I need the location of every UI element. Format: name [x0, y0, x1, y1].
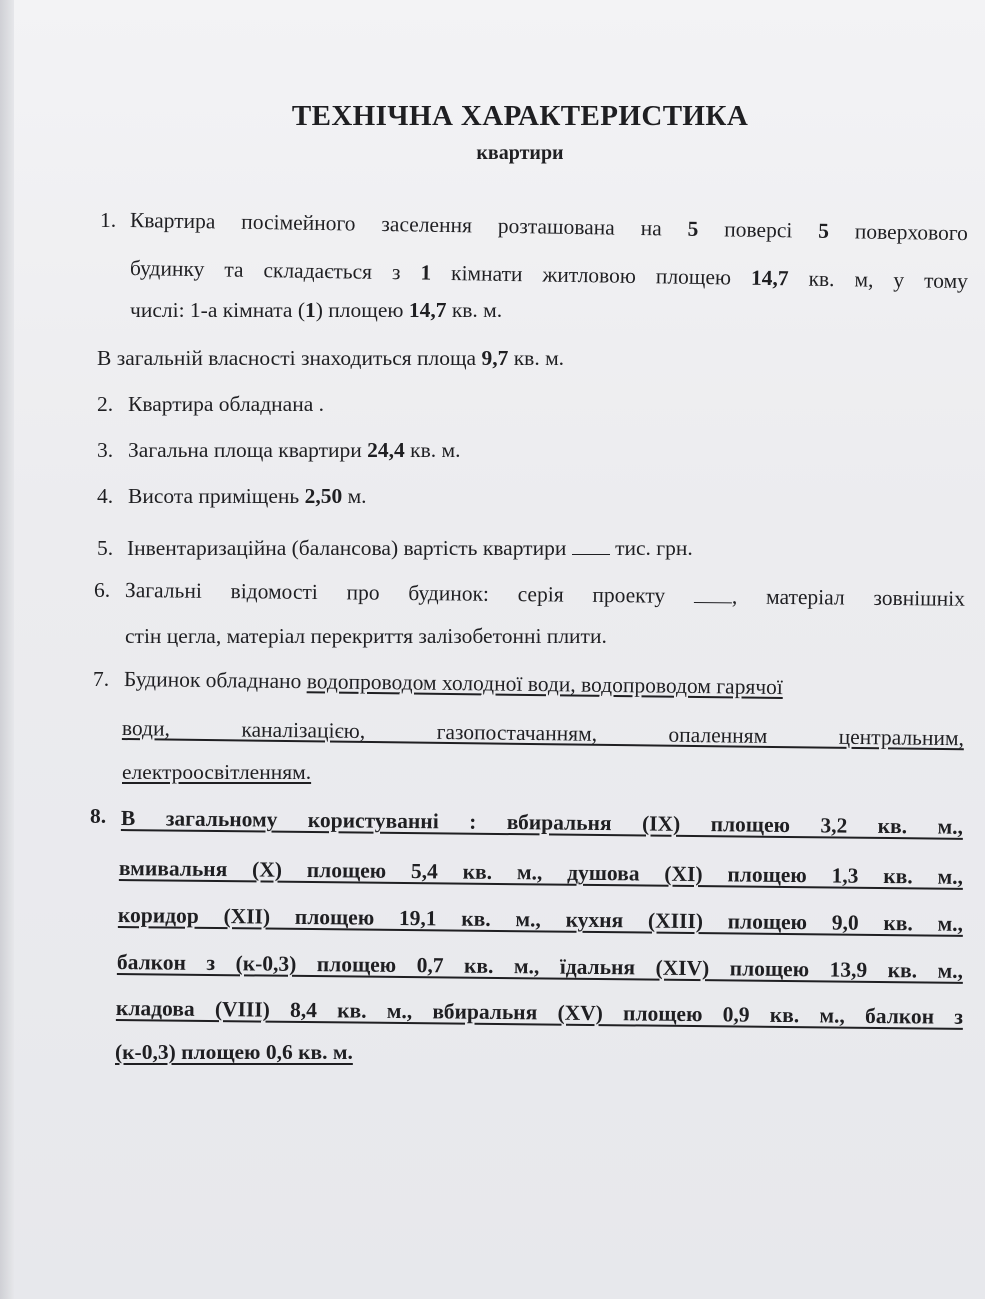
item-1-text-e: кімнати житловою площею [430, 260, 752, 290]
document-subtitle: квартири [476, 142, 564, 164]
item-1-floors-total: 5 [818, 218, 830, 243]
item-8-line-4: балкон з (к-0,3) площею 0,7 кв. м., їдальня (ХІV) площею 13,9 кв. м., [116, 950, 964, 983]
item-3-suffix: кв. м. [404, 438, 461, 462]
item-8-line-5: кладова (VІІІ) 8,4 кв. м., вбиральня (ХV) площею 0,9 кв. м., балкон з [115, 996, 964, 1029]
item-1-rooms: 1 [420, 260, 432, 285]
item-1-text-h: ) площею [315, 298, 409, 322]
item-4-prefix: Висота приміщень [128, 484, 305, 508]
item-3-number: 3. [97, 438, 114, 462]
item-1-text-b: поверсі [698, 216, 819, 243]
item-1-text-f: кв. м, у тому [788, 266, 969, 294]
item-6-text-b: , матеріал зовнішніх [731, 584, 966, 611]
item-8-number: 8. [90, 804, 107, 828]
item-6-line-2: стін цегла, матеріал перекриття залізобетонні плити. [125, 624, 607, 648]
item-8-line-3: коридор (ХІІ) площею 19,1 кв. м., кухня (ХІІІ) площею 9,0 кв. м., [117, 903, 964, 936]
item-5-line [127, 536, 693, 561]
item-6-blank [694, 584, 732, 603]
item-1-line-3 [130, 298, 502, 323]
item-1-room-number: 1 [305, 298, 316, 322]
item-4-number: 4. [97, 484, 114, 508]
item-6-text-a: Загальні відомості про будинок: серія проекту [124, 578, 695, 608]
item-2-text: Квартира обладнана . [128, 392, 324, 416]
item-7-line-2: води, каналізацією, газопостачанням, опаленням центральним, [121, 716, 965, 751]
item-1-living-area: 14,7 [750, 265, 789, 291]
document-title: ТЕХНІЧНА ХАРАКТЕРИСТИКА [291, 100, 749, 132]
item-3-prefix: Загальна площа квартири [128, 438, 368, 462]
item-5-blank [572, 536, 610, 555]
item-1-room-area: 14,7 [408, 298, 447, 322]
item-1-text-a: Квартира посімейного заселення розташована на [129, 208, 688, 241]
item-5-suffix: тис. грн. [609, 536, 693, 560]
item-7-prefix: Будинок обладнано [123, 667, 307, 694]
item-8-line-6: (к-0,3) площею 0,6 кв. м. [115, 1040, 353, 1064]
item-1-text-i: кв. м. [446, 298, 503, 322]
page-edge-shadow [0, 0, 14, 1299]
item-4-suffix: м. [342, 484, 367, 508]
item-6-number: 6. [94, 578, 111, 602]
item-5-prefix: Інвентаризаційна (балансова) вартість квартири [127, 536, 572, 560]
item-7-number: 7. [93, 667, 110, 691]
item-1-text-c: поверхового [828, 218, 969, 246]
item-1-text-g: числі: 1-а кімната ( [130, 298, 305, 322]
item-7-line-3: електроосвітленням. [122, 760, 312, 784]
item-3-total-area: 24,4 [367, 438, 405, 462]
item-1-floor: 5 [687, 216, 699, 241]
item-4-height: 2,50 [304, 484, 343, 508]
item-7-utilities-a: водопроводом холодної води, водопроводом гарячої [306, 669, 784, 700]
item-1-text-d: будинку та складається з [129, 256, 421, 285]
item-2-number: 2. [97, 392, 114, 416]
common-property-suffix: кв. м. [508, 346, 565, 370]
item-4-line [128, 484, 367, 509]
item-3-line [128, 438, 460, 463]
item-8-line-2: вмивальня (Х) площею 5,4 кв. м., душова (ХІ) площею 1,3 кв. м., [118, 856, 964, 889]
common-property-line [97, 346, 564, 371]
item-8-line-1: В загальному користуванні : вбиральня (ІХ) площею 3,2 кв. м., [120, 806, 964, 839]
item-5-number: 5. [97, 536, 114, 560]
item-1-number: 1. [100, 208, 117, 232]
item-6-line-1 [125, 578, 965, 612]
common-property-area: 9,7 [481, 346, 509, 370]
item-1-line-1 [130, 208, 968, 246]
common-property-prefix: В загальній власності знаходиться площа [97, 346, 482, 370]
item-1-line-2 [130, 256, 968, 294]
item-7-line-1 [124, 667, 964, 702]
